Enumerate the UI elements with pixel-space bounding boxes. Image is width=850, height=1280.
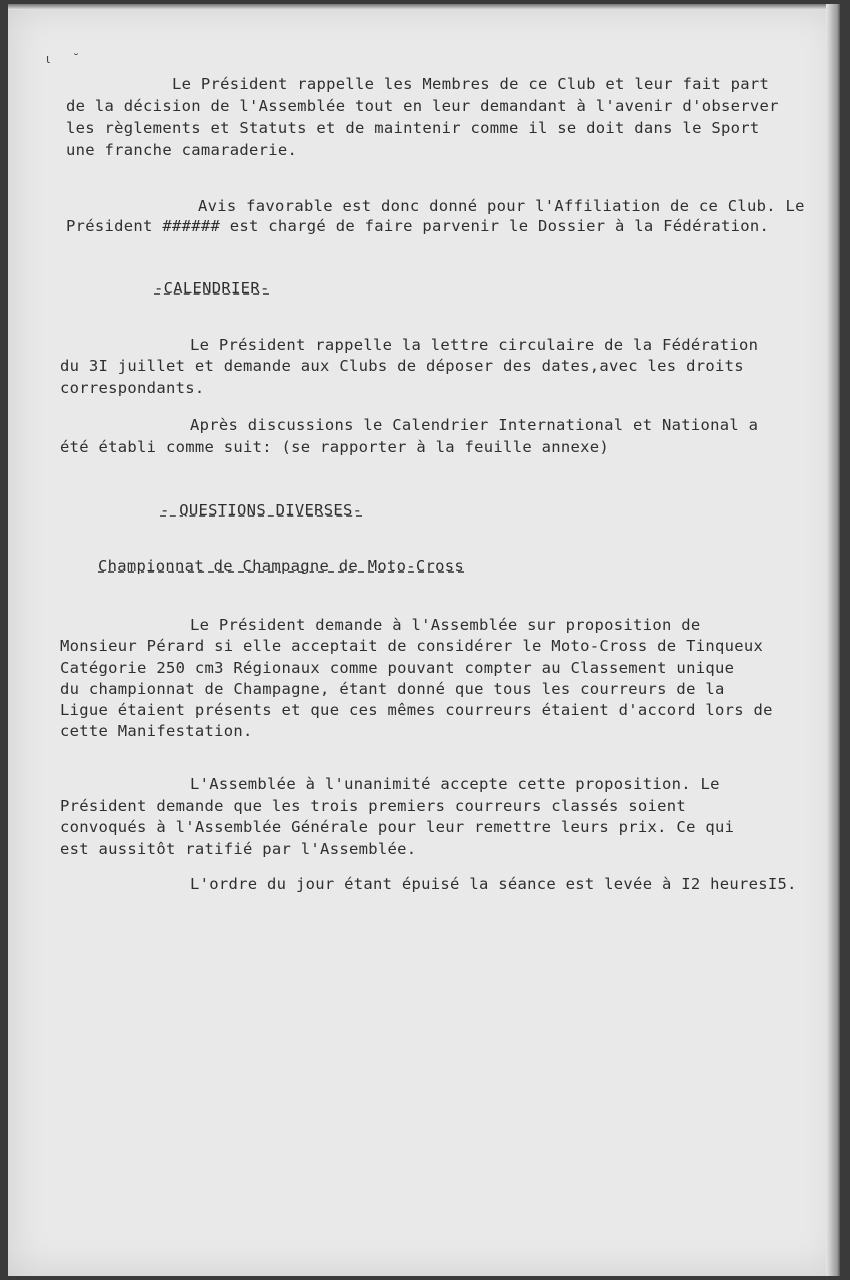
- section-heading-questions: - QUESTIONS DIVERSES-: [160, 501, 363, 519]
- paragraph-line: Après discussions le Calendrier International et National a: [190, 416, 759, 434]
- document-page: [8, 4, 840, 1276]
- paragraph-line: de la décision de l'Assemblée tout en leur demandant à l'avenir d'observer: [66, 97, 779, 115]
- paragraph-line: correspondants.: [60, 379, 205, 397]
- paragraph-line: une franche camaraderie.: [66, 141, 298, 159]
- paragraph-line: Le Président rappelle les Membres de ce Club et leur fait part: [172, 75, 770, 93]
- paragraph-line: Président demande que les trois premiers courreurs classés soient: [60, 797, 687, 815]
- paragraph-line: du championnat de Champagne, étant donné que tous les courreurs de la: [60, 680, 725, 698]
- section-heading-calendrier: -CALENDRIER-: [154, 279, 270, 297]
- paragraph-line: est aussitôt ratifié par l'Assemblée.: [60, 840, 417, 858]
- margin-mark: ι ˘: [46, 52, 79, 66]
- paragraph-line: Avis favorable est donc donné pour l'Affiliation de ce Club. Le: [198, 197, 805, 215]
- paragraph-line: Monsieur Pérard si elle acceptait de considérer le Moto-Cross de Tinqueux: [60, 637, 764, 655]
- paragraph-line: du 3I juillet et demande aux Clubs de déposer des dates,avec les droits: [60, 357, 744, 375]
- page-top-edge: [8, 4, 840, 10]
- page-right-edge: [826, 4, 840, 1276]
- paragraph-line: Le Président demande à l'Assemblée sur proposition de: [190, 616, 701, 634]
- paragraph-line: L'ordre du jour étant épuisé la séance est levée à I2 heuresI5.: [190, 875, 797, 893]
- paragraph-line: Président ###### est chargé de faire parvenir le Dossier à la Fédération.: [66, 217, 770, 235]
- paragraph-line: Le Président rappelle la lettre circulaire de la Fédération: [190, 336, 759, 354]
- paragraph-line: été établi comme suit: (se rapporter à la feuille annexe): [60, 438, 610, 456]
- paragraph-line: cette Manifestation.: [60, 722, 253, 740]
- paragraph-line: L'Assemblée à l'unanimité accepte cette proposition. Le: [190, 775, 720, 793]
- paragraph-line: les règlements et Statuts et de maintenir comme il se doit dans le Sport: [66, 119, 760, 137]
- subheading-championnat: Championnat de Champagne de Moto-Cross: [98, 557, 465, 575]
- paragraph-line: Ligue étaient présents et que ces mêmes courreurs étaient d'accord lors de: [60, 701, 773, 719]
- paragraph-line: convoqués à l'Assemblée Générale pour leur remettre leurs prix. Ce qui: [60, 818, 735, 836]
- paragraph-line: Catégorie 250 cm3 Régionaux comme pouvant compter au Classement unique: [60, 659, 735, 677]
